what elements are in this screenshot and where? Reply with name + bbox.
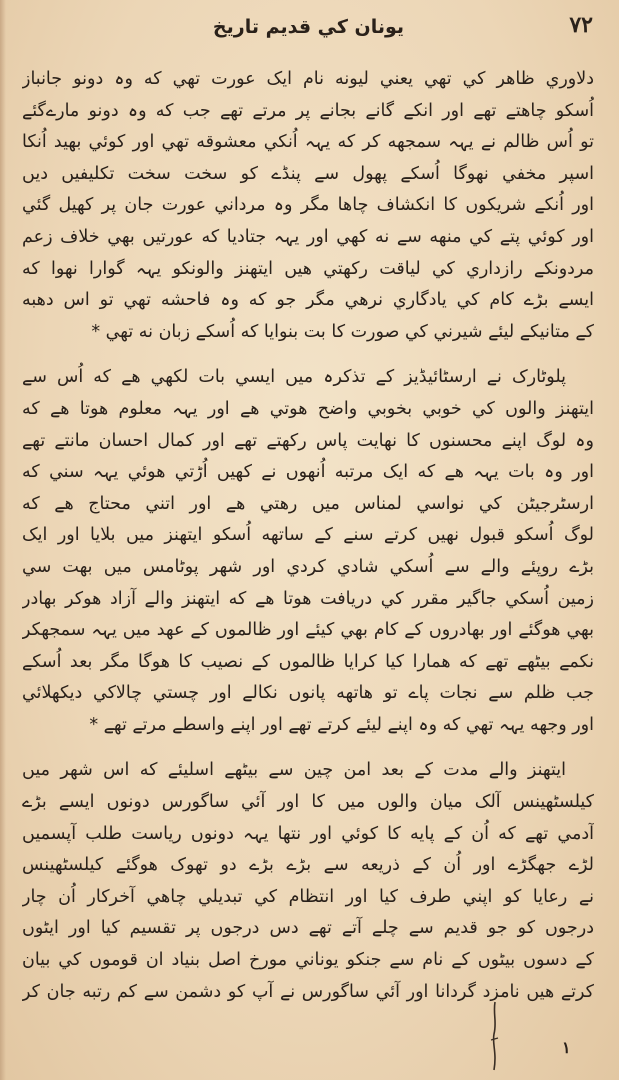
text-line: پلوٹارک نے ارسٹائيڈيز کے تذکرہ ميں ایسي بات لکهي هے که اُس سے (22, 367, 566, 388)
paragraph-gap (22, 741, 594, 755)
text-line: کرتے هيں نامزد گردانا اور آئي ساگورس نے آپ کو دشمن سے کم رتبه جان کر (22, 981, 594, 1002)
page-number: ۷۲ (569, 12, 593, 38)
text-line: بهي هوگئے اور بهادروں کے کام بهي کيئے اور ظالموں کے عهد ميں یہہ سمجهکر (22, 620, 594, 641)
paragraph-1 (22, 64, 594, 348)
text-line: آدمي تهے که اُن کے پایه کا کوئي اور نتها یہہ دونوں ریاست طلب آپسميں (22, 823, 594, 844)
handwritten-margin-mark (488, 1000, 502, 1072)
text-line: نکمے بيٹهے تهے که همارا کيا کرایا ظالموں کے نصيب کا هوگا مگر بعد اُسکے (22, 651, 594, 672)
text-line: اور کوئي پتے کي منهه سے نه کهي اور یہہ جتادیا که عورتيں بهي خلاف زعم (22, 226, 594, 247)
text-line: بڑے روپئے والے سے اُسکي شادي کردي اور شهر پوٹامس ميں بهت سي (22, 556, 594, 577)
text-line: لڑے جهگڑے اور اُن کے ذریعه سے بڑے بڑے دو تهوک هوگئے کيلسٹهينس (22, 855, 594, 876)
text-line: تو اُس ظالم نے یہہ سمجهه کر که یہہ اُنکي معشوقه تهي اور کوئي بهيد اُنکا (22, 132, 594, 153)
text-line: ایتهنز والے مدت کے بعد امن چين سے بيٹهے اسليئے که اس شهر ميں (22, 760, 566, 781)
text-line: نے رعایا کو اپني طرف کيا اور انتظام کي تبديلي چاهي آخرکار اُن چار (22, 886, 594, 907)
text-line: ایتهنز والوں کي خوبي بخوبي واضح هوتي هے اور یہہ معلوم هوتا هے که (22, 398, 594, 419)
page-body (22, 64, 594, 1008)
text-line: دلاوري ظاهر کي تهي يعني ليونه نام ايک عورت تهي که وہ دونو جانباز (22, 69, 594, 89)
paragraph-2 (22, 362, 594, 741)
text-line: ارسٹرجيٹن کي نواسي لمناس ميں رهتي هے اور اتني محتاج هے که (22, 493, 594, 514)
running-title: یونان کي قدیم تاریخ (212, 16, 405, 38)
text-line: مردونکے رازداري کي لياقت رکهتي هيں ایتهنز والونکو یہہ گوارا نهوا که (22, 258, 594, 279)
text-line: اور وہ بات یہہ هے که ايک مرتبه اُنهوں نے کهيں اُڑتي هوئي یہہ سني که (22, 462, 594, 483)
paragraph-3 (22, 755, 594, 1008)
text-line: جب ظلم سے نجات پاے تو هاتهه پانوں نکالے اور چستي چالاکي دیکهلائي (22, 683, 594, 704)
text-line: اُسکو چاهتے تهے اور انکے گانے بجانے پر مرتے تهے جب که وہ دونو مارےگئے (22, 100, 594, 121)
text-line: کے متانيکے ليئے شيرني کي صورت کا بت بنوایا که اُسکے زبان نه تهي * (91, 321, 594, 342)
text-line: وہ لوگ اپنے محسنوں کا نهایت پاس رکهتے تهے اور کمال احسان مانتے تهے (22, 430, 594, 451)
text-line: لوگ اُسکو قبول نهيں کرتے سنے کے ساتهه اُسکو ایتهنز ميں بلایا اور ايک (22, 525, 594, 546)
text-line: اور وجهه یہہ تهي که وہ اپنے ليئے کرتے تهے اور اپنے واسطے مرتے تهے * (89, 714, 594, 735)
text-line: کيلسٹهينس آلک ميان والوں ميں کا اور آئي ساگورس دونوں ایسے بڑے (22, 792, 594, 813)
text-line: اور اُنکے شریکوں کا انکشاف چاها مگر وہ مرداني عورت جان پر کهيل گئي (22, 195, 594, 216)
text-line: زمين اُسکي جاگير مقرر کي دریافت هوتا هے که ایتهنز والے آزاد هوکر بهادر (22, 588, 594, 609)
text-line: درجوں کو جو قدیم سے چلے آتے تهے دس درجوں پر تقسيم کيا اور ایٹوں (22, 918, 594, 939)
text-line: کے دسوں بيٹوں کے نام سے جنکو یوناني مورخ اصل بنياد ان قوموں کي بيان (22, 950, 594, 971)
paragraph-gap (22, 348, 594, 362)
page-binding-edge (0, 0, 6, 1080)
text-line: ایسے بڑے کام کي یادگاري نرهي مگر جو که وہ فاحشه تهي تو اس دهبه (22, 290, 594, 311)
page-header (24, 10, 593, 46)
text-line: اسپر مخفي نهوگا اُسکے پهول سے پنڈے کو سخت سخت تکليفيں ديں (22, 163, 594, 184)
footer-signature-mark: ۱ (562, 1038, 571, 1057)
